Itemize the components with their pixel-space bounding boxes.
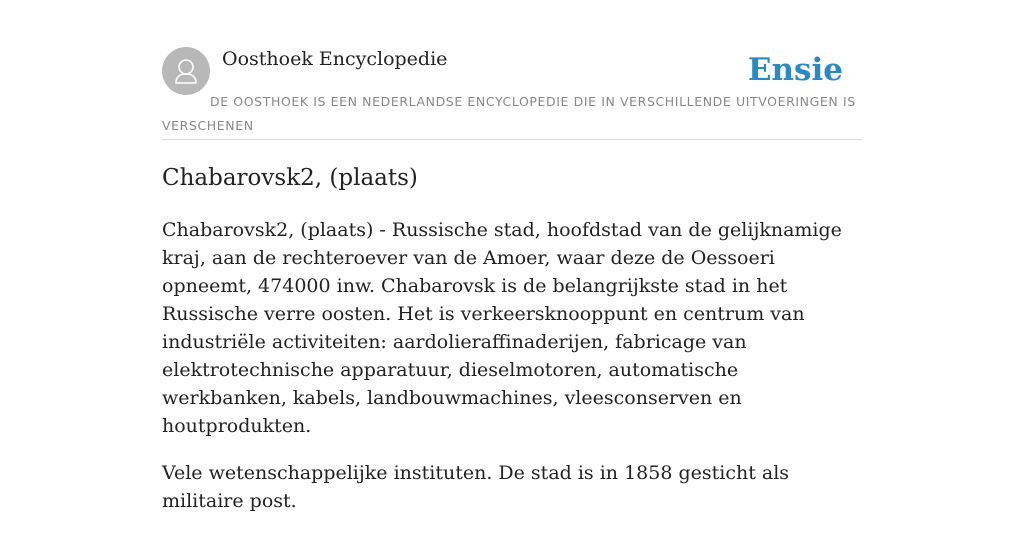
page-title: Chabarovsk2, (plaats) bbox=[162, 165, 418, 191]
entry-paragraph: Chabarovsk2, (plaats) - Russische stad, hoofdstad van de gelijknamige kraj, aan de rechteroever van de Amoer, waar deze de Oessoeri opneemt, 474000 inw. Chabarovsk is de belangrijkste stad in het Russische verre oosten. Het is verkeersknooppunt en centrum van industriële activiteiten: aardolieraffinaderijen, fabricage van elektrotechnische apparatuur, dieselmotoren, automatische werkbanken, kabels, landbouwmachines, vleesconserven en houtprodukten. bbox=[162, 219, 842, 437]
brand-logo[interactable]: Ensie bbox=[747, 52, 843, 88]
avatar[interactable] bbox=[162, 47, 210, 95]
site-header bbox=[162, 46, 862, 140]
site-name[interactable]: Oosthoek Encyclopedie bbox=[222, 48, 448, 70]
entry-body bbox=[162, 216, 862, 534]
site-tagline: DE OOSTHOEK IS EEN NEDERLANDSE ENCYCLOPEDIE DIE IN VERSCHILLENDE UITVOERINGEN IS VERSCHENEN bbox=[162, 94, 856, 133]
entry-paragraph: Vele wetenschappelijke instituten. De stad is in 1858 gesticht als militaire post. bbox=[162, 462, 790, 512]
